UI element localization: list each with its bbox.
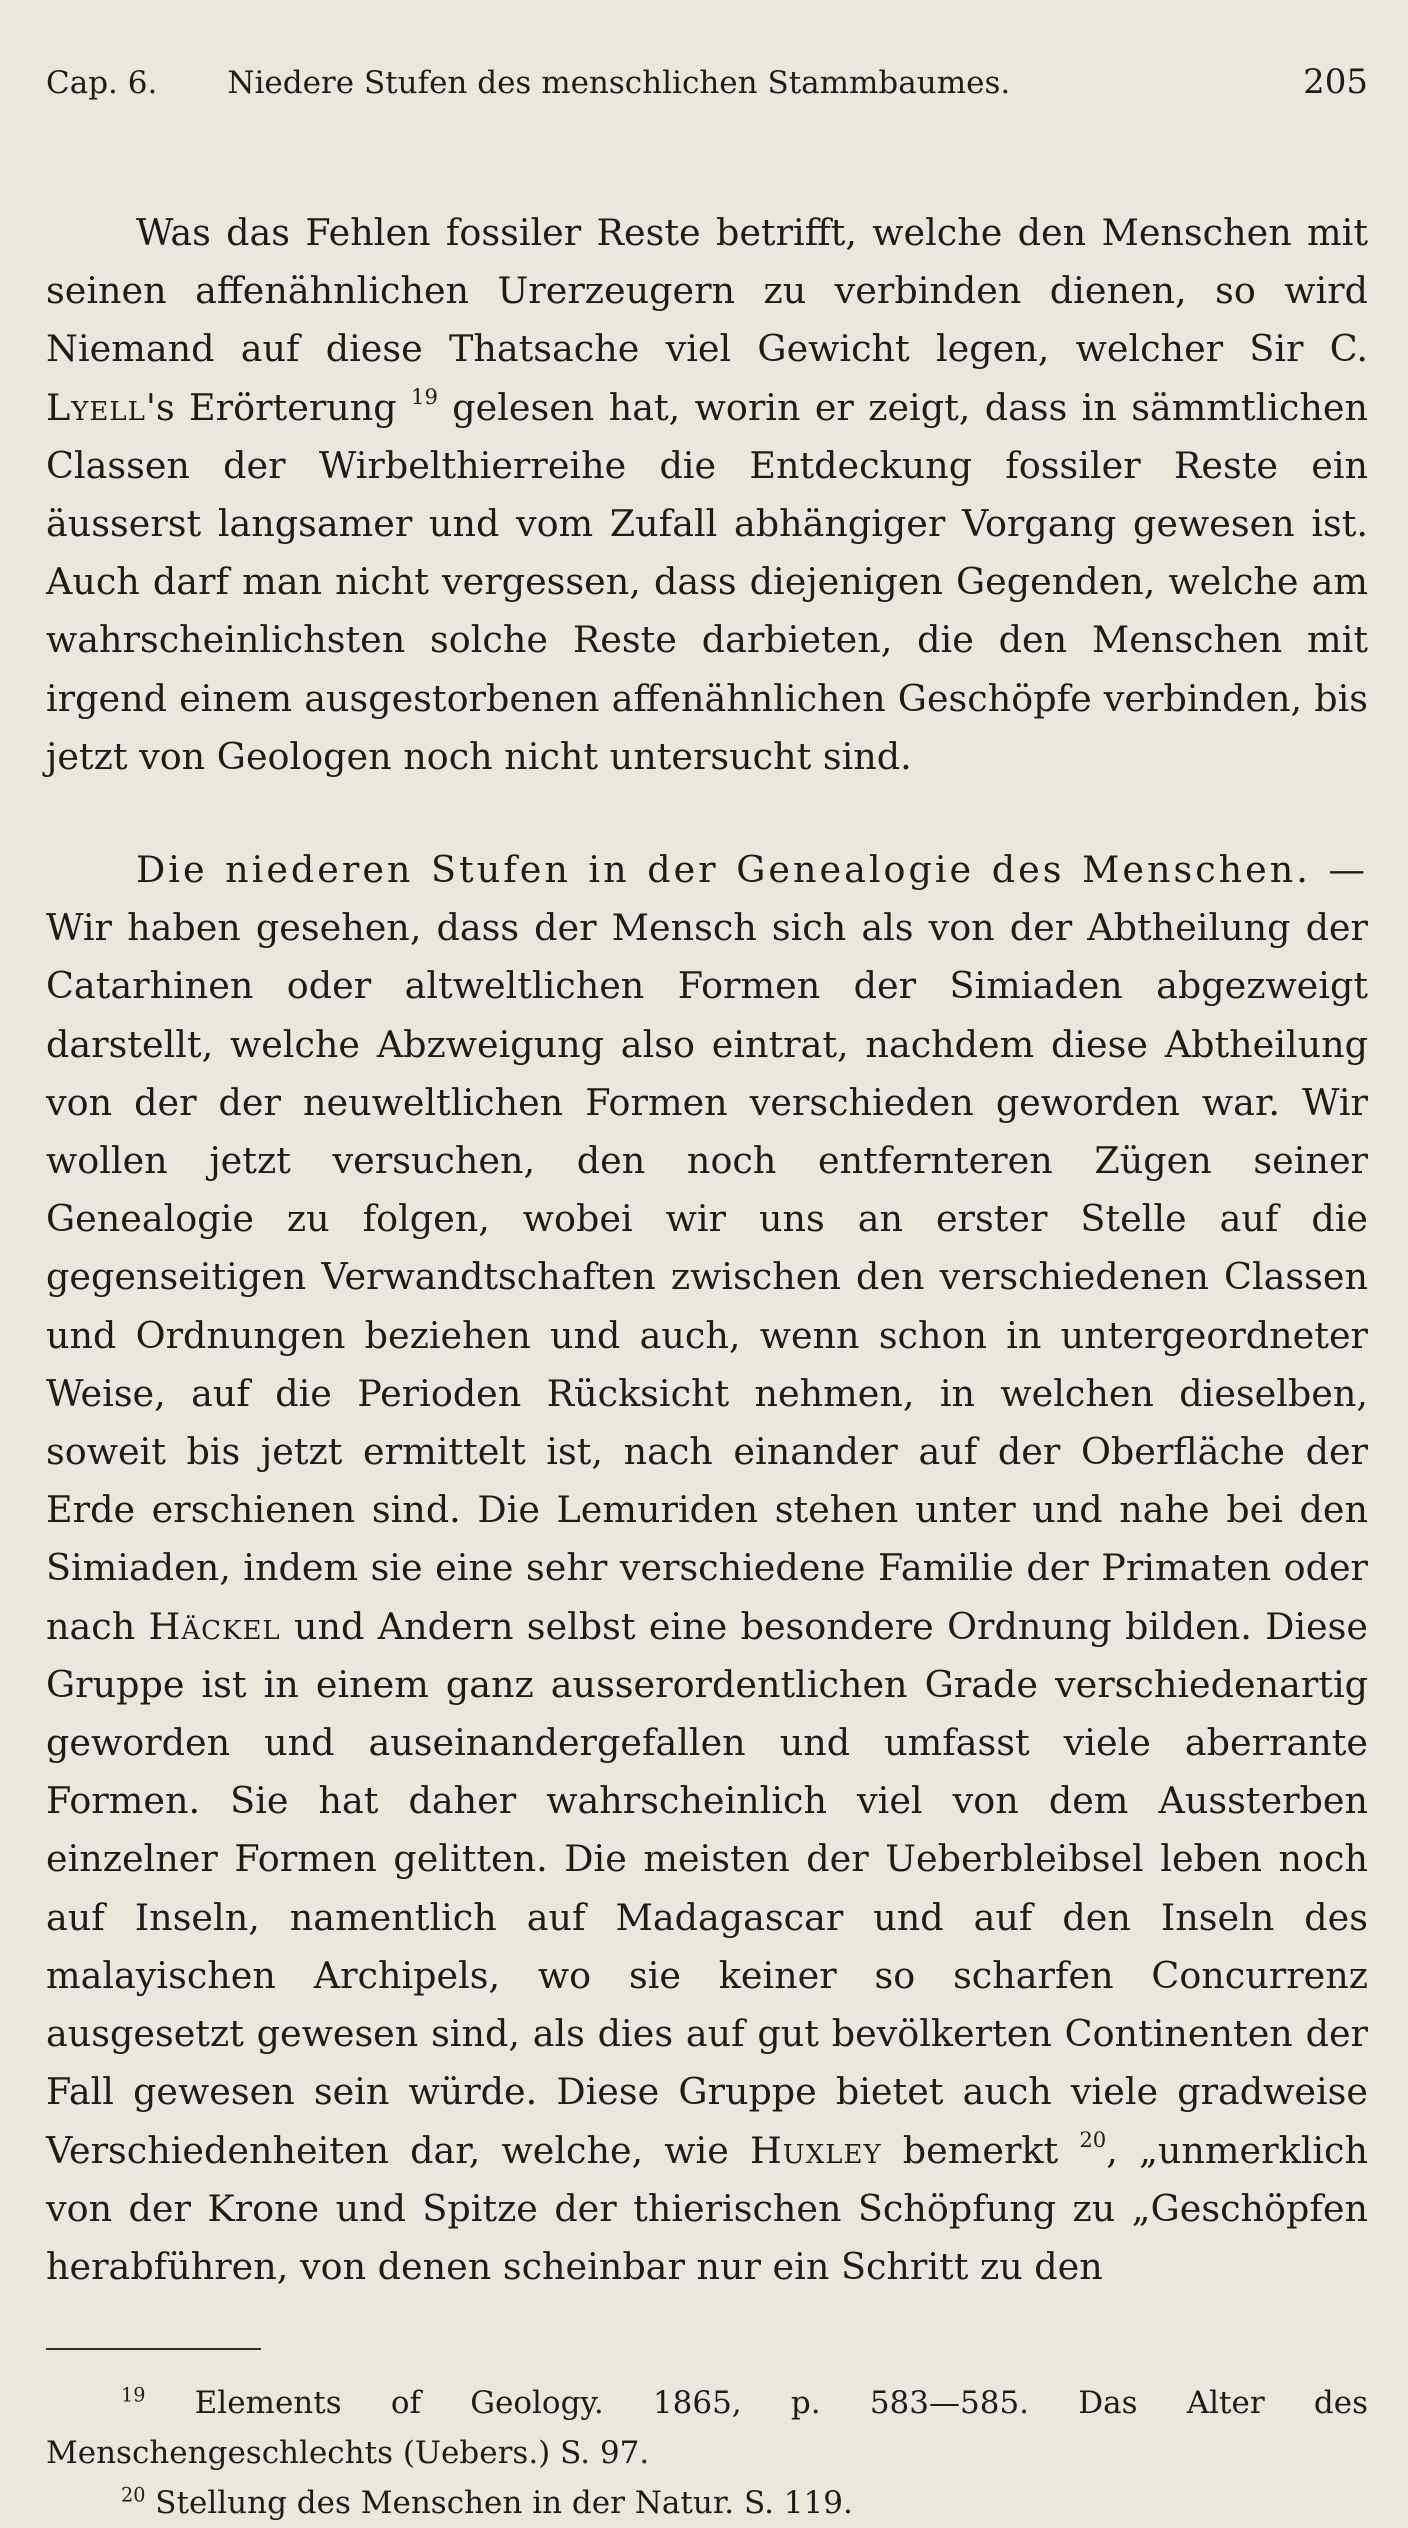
p2-text-c: bemerkt xyxy=(902,2128,1059,2172)
p2-text-a: Wir haben gesehen, dass der Mensch sich als von der Abtheilung der Catarhinen oder altweltlichen Formen der Simiaden abgezweigt darstellt, welche Abzweigung also eintrat, nachdem diese Abtheilung von der der neuweltlichen Formen verschieden geworden war. Wir wollen jetzt versuchen, den noch entfernteren Zügen seiner Genealogie zu folgen, wobei wir uns an erster Stelle auf die gegenseitigen Verwandtschaften zwischen den verschiedenen Classen und Ordnungen beziehen und auch, wenn schon in untergeordneter Weise, auf die Perioden Rücksicht nehmen, in welchen dieselben, soweit bis jetzt ermittelt ist, nach einander auf der Oberfläche der Erde erschienen sind. Die Lemuriden stehen unter und nahe bei den Simiaden, indem sie eine sehr verschiedene Familie der Primaten oder nach xyxy=(46,906,1368,1648)
chapter-label: Cap. 6. xyxy=(46,65,158,101)
footnote-19-text: Elements of Geology. 1865, p. 583—585. Das Alter des Menschengeschlechts (Uebers.) S. 97. xyxy=(46,2385,1368,2472)
page-number: 205 xyxy=(1303,62,1368,102)
author-haeckel: Häckel xyxy=(148,1604,281,1648)
footnote-19 xyxy=(46,2378,1368,2478)
p2-text-d: , „unmerklich von der Krone und Spitze der thierischen Schöpfung zu „Geschöpfen herabführen, von denen scheinbar nur ein Schritt zu den xyxy=(46,2128,1368,2288)
footnote-num-20: 20 xyxy=(121,2483,146,2507)
header-left xyxy=(46,61,1010,105)
footnote-ref-19[interactable]: 19 xyxy=(411,383,438,409)
footnote-num-19: 19 xyxy=(121,2383,146,2407)
section-heading: Die niederen Stufen in der Genealogie des Menschen. — xyxy=(136,848,1368,892)
footnote-divider xyxy=(46,2348,261,2350)
author-huxley: Huxley xyxy=(749,2128,882,2172)
paragraph-gap xyxy=(46,786,1368,841)
paragraph-genealogy xyxy=(46,841,1368,2296)
p2-text-b: und Andern selbst eine besondere Ordnung bilden. Diese Gruppe ist in einem ganz ausserordentlichen Grade verschiedenartig geworden und auseinandergefallen und umfasst viele aberrante Formen. Sie hat daher wahrscheinlich viel von dem Aussterben einzelner Formen gelitten. Die meisten der Ueberbleibsel leben noch auf Inseln, namentlich auf Madagascar und auf den Inseln des malayischen Archipels, wo sie keiner so scharfen Concurrenz ausgesetzt gewesen sind, als dies auf gut bevölkerten Continenten der Fall gewesen sein würde. Diese Gruppe bietet auch viele gradweise Verschiedenheiten dar, welche, wie xyxy=(46,1604,1368,2172)
p1-text-c: gelesen hat, worin er zeigt, dass in sämmtlichen Classen der Wirbelthierreihe die Entdeckung fossiler Reste ein äusserst langsamer und vom Zufall abhängiger Vorgang gewesen ist. Auch darf man nicht vergessen, dass diejenigen Gegenden, welche am wahrscheinlichsten solche Reste darbieten, die den Menschen mit irgend einem ausgestorbenen affenähnlichen Geschöpfe verbinden, bis jetzt von Geologen noch nicht untersucht sind. xyxy=(46,385,1368,778)
footnotes xyxy=(46,2378,1368,2528)
footnote-20-text: Stellung des Menschen in der Natur. S. 119. xyxy=(155,2485,853,2522)
p1-text-b: 's Erörterung xyxy=(145,385,397,429)
footnote-ref-20[interactable]: 20 xyxy=(1079,2126,1107,2152)
paragraph-fossil-remains xyxy=(46,204,1368,786)
p1-text-a: Was das Fehlen fossiler Reste betrifft, welche den Menschen mit seinen affenähnlichen Urerzeugern zu verbinden dienen, so wird Niemand auf diese Thatsache viel Gewicht legen, welcher Sir C. xyxy=(46,211,1368,371)
author-lyell: Lyell xyxy=(46,385,146,429)
running-title: Niedere Stufen des menschlichen Stammbaumes. xyxy=(227,65,1011,101)
running-header xyxy=(46,60,1368,104)
footnote-20 xyxy=(46,2478,1368,2528)
main-text xyxy=(46,204,1368,2296)
